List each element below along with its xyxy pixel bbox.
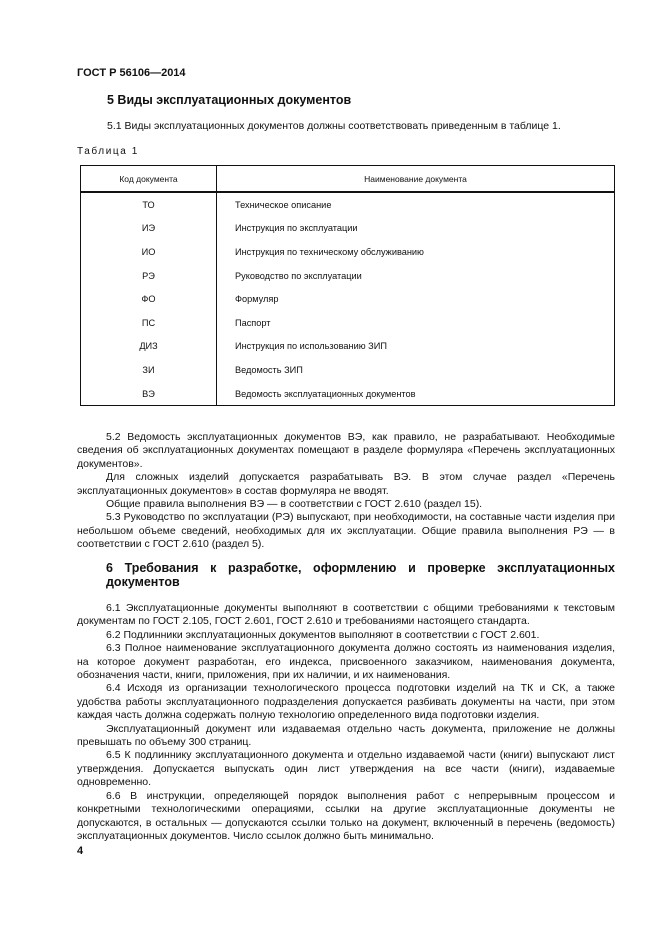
paragraph: 6.4 Исходя из организации технологического процесса подготовки изделий на ТК и СК, а также удобства работы эксплуатационного подразделения допускается разбивать документы на части, при этом каждая часть должна содержать полную технологию определенного вида подготовки изделия. [77, 682, 615, 722]
document-name-cell: Инструкция по использованию ЗИП [217, 335, 615, 359]
document-code-cell: ВЭ [81, 382, 217, 406]
table-row [81, 382, 615, 406]
document-name-cell: Ведомость ЗИП [217, 358, 615, 382]
table-row [81, 264, 615, 288]
table-caption: Таблица 1 [77, 146, 139, 157]
document-name-cell: Ведомость эксплуатационных документов [217, 382, 615, 406]
table-row [81, 287, 615, 311]
document-code-cell: ФО [81, 287, 217, 311]
paragraph: Эксплуатационный документ или издаваемая отдельно часть документа, приложение не должны превышать по объему 300 страниц. [77, 722, 615, 749]
section-5-body [77, 431, 615, 552]
table-row [81, 217, 615, 241]
page-header: ГОСТ Р 56106—2014 [77, 67, 186, 79]
document-code-cell: РЭ [81, 264, 217, 288]
document-code-cell: ДИЗ [81, 335, 217, 359]
paragraph: 6.1 Эксплуатационные документы выполняют в соответствии с общими требованиями к текстовым документам по ГОСТ 2.105, ГОСТ 2.601, ГОСТ 2.610 и требованиями настоящего стандарта. [77, 602, 615, 628]
document-name-cell: Формуляр [217, 287, 615, 311]
paragraph: 6.2 Подлинники эксплуатационных документов выполняют в соответствии с ГОСТ 2.601. [106, 628, 540, 641]
paragraph: Общие правила выполнения ВЭ — в соответствии с ГОСТ 2.610 (раздел 15). [106, 498, 483, 511]
table-header-row [81, 166, 615, 193]
table-row [81, 311, 615, 335]
paragraph: Для сложных изделий допускается разрабатывать ВЭ. В этом случае раздел «Перечень эксплуатационных документов» в состав формуляра не вводят. [77, 471, 615, 497]
document-code-cell: ПС [81, 311, 217, 335]
document-types-table [80, 165, 615, 406]
column-header-code: Код документа [81, 166, 217, 193]
table-row [81, 335, 615, 359]
document-code-cell: ИЭ [81, 217, 217, 241]
section-6-heading: 6 Требования к разработке, оформлению и проверке эксплуатационных документов [106, 561, 615, 589]
document-code-cell: ИО [81, 240, 217, 264]
page-number: 4 [77, 845, 84, 857]
table-row [81, 358, 615, 382]
document-name-cell: Инструкция по техническому обслуживанию [217, 240, 615, 264]
document-name-cell: Паспорт [217, 311, 615, 335]
paragraph: 5.3 Руководство по эксплуатации (РЭ) выпускают, при необходимости, на составные части изделия при небольшом объеме сведений, необходимых для их эксплуатации. Общие правила выполнения РЭ — в соответствии с ГОСТ 2.610 (раздел 5). [77, 511, 615, 551]
paragraph: 6.3 Полное наименование эксплуатационного документа должно состоять из наименования изделия, на которое документ разработан, его индекса, присвоенного заказчиком, наименования документа, обозначения части, книги, приложения, при их наличии, и их наименования. [77, 642, 615, 682]
section-6-body [77, 602, 615, 843]
column-header-name: Наименование документа [217, 166, 615, 193]
document-code-cell: ТО [81, 192, 217, 217]
table-row [81, 192, 615, 217]
section-5-heading: 5 Виды эксплуатационных документов [107, 93, 352, 107]
paragraph: 6.5 К подлиннику эксплуатационного документа и отдельно издаваемой части (книги) выпускают лист утверждения. Допускается выпускать один лист утверждения на все части (книги), издаваемые одновременно. [77, 749, 615, 789]
paragraph-5-1: 5.1 Виды эксплуатационных документов должны соответствовать приведенным в таблице 1. [107, 120, 561, 132]
paragraph: 5.2 Ведомость эксплуатационных документов ВЭ, как правило, не разрабатывают. Необходимые сведения об эксплуатационных документах помещают в разделе формуляра «Перечень эксплуатационных документов». [77, 431, 615, 470]
document-name-cell: Инструкция по эксплуатации [217, 217, 615, 241]
document-name-cell: Техническое описание [217, 192, 615, 217]
document-name-cell: Руководство по эксплуатации [217, 264, 615, 288]
table-row [81, 240, 615, 264]
paragraph: 6.6 В инструкции, определяющей порядок выполнения работ с непрерывным процессом и конкретными технологическими операциями, ссылки на другие эксплуатационные документы не допускаются, в остальных — допускаются ссылки только на документ, включенный в перечень (ведомость) эксплуатационных документов. Число ссылок должно быть минимально. [77, 789, 615, 842]
document-code-cell: ЗИ [81, 358, 217, 382]
